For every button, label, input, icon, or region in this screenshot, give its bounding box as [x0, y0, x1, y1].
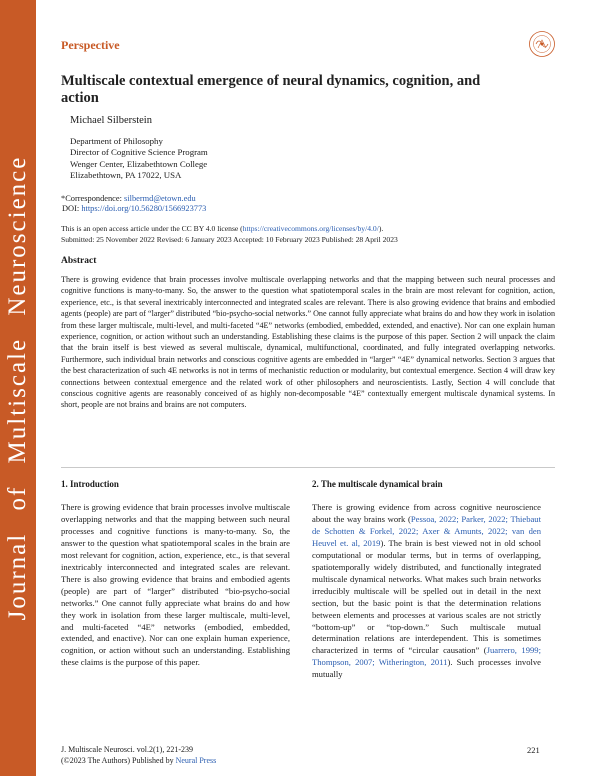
- section-2-heading: 2. The multiscale dynamical brain: [312, 479, 443, 489]
- abstract-text: There is growing evidence that brain processes involve multiscale overlapping networks and that the mapping between such neural processes and cognitive functions is many-to-many. So, the answer to the question what spatiotemporal scales in the brain are most relevant for cognition, action, experience, etc., is that several inextricably interconnected and integrated scales are relevant. There is also growing evidence that brains and embodied agents (people) are part of “larger” distributed “bio-psycho-social networks.” One cannot fully appreciate what brains do and how they work in isolation from these larger multiscale, multi-level, and multi-faceted “4E” networks (embodied, embedded, extended, and enactive). Nor can one explain human experience, cognition, or action without such an understanding. Establishing these claims is the purpose of this paper. Section 2 will unpack the claim that the brain itself is best viewed as several multiscale, dynamical, multifunctional, coordinated, and fully integrated overlapping networks. Furthermore, such individual brain networks and conscious cognitive agents are embedded in “larger” “4E” dynamical networks. Section 3 argues that the best characterization of such 4E networks is not in terms of mechanistic reduction or modularity, but contextual emergence. Section 4 will draw key connections between contextual emergence and the related work of other philosophers and neuroscientists. Lastly, Section 4 will conclude that conscious cognitive agents are reasonably conceived of as highly non-decomposable “4E” contextually emergent multiscale dynamical systems. In short, people are not brains and brains are not computers.: [61, 275, 555, 410]
- paper-title: Multiscale contextual emergence of neural dynamics, cognition, and action: [61, 73, 481, 106]
- affiliation-line: Wenger Center, Elizabethtown College: [70, 158, 208, 169]
- correspondence-email-link[interactable]: silbermd@etown.edu: [124, 194, 196, 203]
- section-1-heading: 1. Introduction: [61, 479, 119, 489]
- copyright-text: (©2023 The Authors) Published by: [61, 756, 176, 765]
- journal-name: Journal of Multiscale Neuroscience: [4, 155, 31, 621]
- citation-link[interactable]: Pessoa, 2022; Parker, 2022; Thiebaut de Schotten & Forkel, 2022; Axer & Amunts, 2022; van den Heuvel et. al, 2019: [312, 513, 541, 548]
- citation-link[interactable]: Juarrero, 1999; Thompson, 2007; Witherington, 2011: [312, 645, 541, 668]
- section-2-text-part: ). Such processes involve mutually: [312, 657, 541, 680]
- journal-citation: J. Multiscale Neurosci. vol.2(1), 221-239: [61, 745, 193, 754]
- license-suffix: ).: [378, 224, 384, 233]
- affiliation-line: Director of Cognitive Science Program: [70, 147, 208, 158]
- publisher-link[interactable]: Neural Press: [175, 756, 217, 765]
- journal-seal-icon: [528, 30, 556, 58]
- license-text: This is an open access article under the CC BY 4.0 license (: [61, 224, 243, 233]
- journal-side-banner: [0, 0, 36, 776]
- publication-dates: Submitted: 25 November 2022 Revised: 6 January 2023 Accepted: 10 February 2023 Published: 28 April 2023: [61, 234, 398, 244]
- page-footer: [61, 744, 216, 766]
- section-divider: [61, 467, 555, 468]
- affiliation-line: Department of Philosophy: [70, 136, 163, 146]
- doi-link[interactable]: https://doi.org/10.56280/1566923773: [81, 204, 207, 213]
- section-2-text-part: There is growing evidence from across cognitive neuroscience about the way brains work (: [312, 502, 541, 524]
- license-block: [61, 224, 561, 245]
- section-label: Perspective: [61, 38, 120, 52]
- correspondence-label: *Correspondence:: [61, 194, 122, 203]
- section-2-text-part: ). The brain is best viewed not in old school computational or modular terms, but in terms of overlapping, spatiotemporally widely distributed, and functionally integrated multiscale dynamical networks. What makes such brain networks irreducibly multiscale will be spelled out in detail in the next section, but the basic point is that the determination relations between elements and processes at various scales are not strictly “bottom-up” or “top-down.” Such multiscale mutual determination relations are interdependent. This is sometimes characterized in terms of “circular causation” (: [312, 537, 542, 656]
- author-name: Michael Silberstein: [70, 115, 152, 126]
- page-number: 221: [527, 745, 540, 755]
- license-link[interactable]: https://creativecommons.org/licenses/by/4.0/: [242, 224, 379, 233]
- section-1-text: There is growing evidence that brain processes involve multiscale overlapping networks and that the mapping between such neural processes and cognitive functions is many-to-many. So, the answer to the question what spatiotemporal scales in the brain are most relevant for cognition, action, experience, etc., is that several inextricably interconnected and integrated scales are relevant. There is also growing evidence that brains and embodied agents (people) are part of “larger” distributed “bio-psycho-social networks.” One cannot fully appreciate what brains do and how they work in isolation from these larger multiscale, multi-level, and multi-faceted “4E” networks (embodied, embedded, extended, and enactive). Nor can one explain human experience, cognition, or action without such an understanding. Establishing these claims is the purpose of this paper.: [61, 502, 290, 668]
- abstract-heading: Abstract: [61, 256, 97, 266]
- author-affiliation: [70, 136, 208, 182]
- doi-label: DOI:: [62, 204, 80, 213]
- correspondence-block: [61, 194, 206, 214]
- affiliation-line: Elizabethtown, PA 17022, USA: [70, 170, 182, 181]
- section-2-text: [312, 502, 541, 681]
